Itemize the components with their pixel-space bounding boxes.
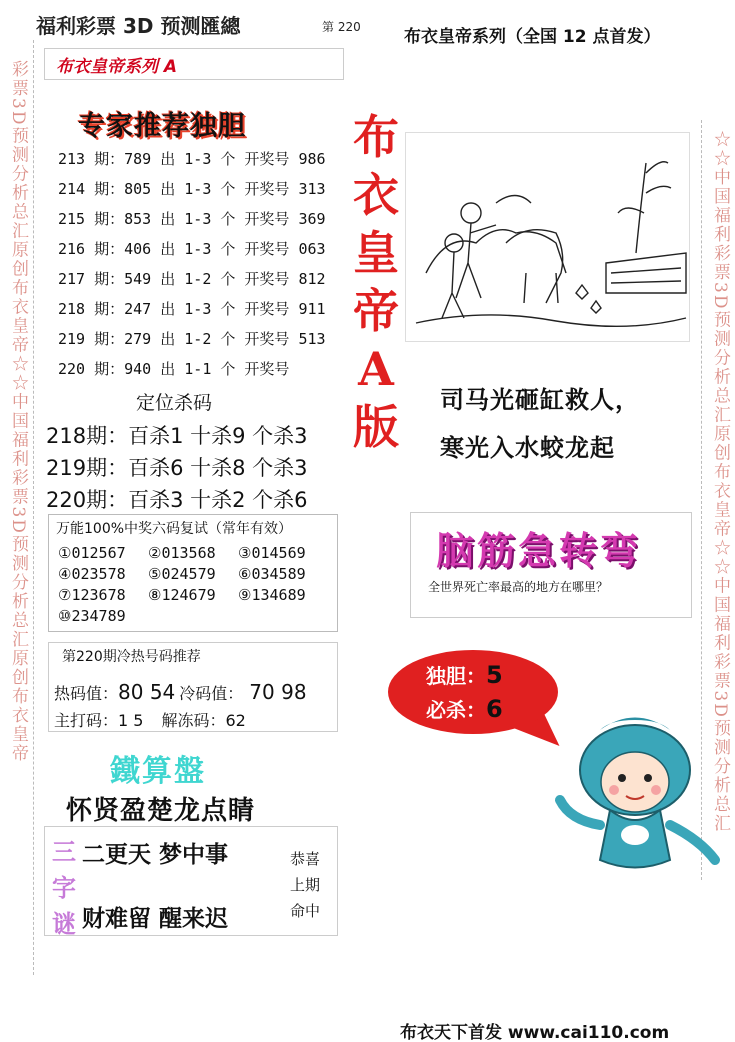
banner-char: 皇: [353, 226, 399, 280]
multi-code-item: ⑥034589: [238, 565, 306, 583]
congrats-text: 命中: [290, 902, 321, 920]
riddle-tag-char: 谜: [52, 910, 76, 938]
hot-label: 热码值：: [54, 684, 119, 703]
list-item: 219 期：279 出 1-2 个 开奖号 513: [58, 330, 326, 348]
position-kill-row: 220期：百杀3 十杀2 个杀6: [46, 488, 308, 512]
poem-line: 寒光入水蛟龙起: [440, 434, 615, 462]
multi-code-item: ⑧124679: [148, 586, 216, 604]
multi-code-item: ⑩234789: [58, 607, 126, 625]
main-code-row: [54, 708, 246, 731]
list-item: 216 期：406 出 1-3 个 开奖号 063: [58, 240, 326, 258]
multi-code-item: ⑦123678: [58, 586, 126, 604]
congrats-text: 恭喜: [290, 850, 321, 868]
list-item: 218 期：247 出 1-3 个 开奖号 911: [58, 300, 326, 318]
dan-value: 5: [486, 661, 503, 689]
hot-cold-row: [54, 680, 307, 704]
list-item: 220 期：940 出 1-1 个 开奖号: [58, 360, 290, 378]
multi-code-item: ⑤024579: [148, 565, 216, 583]
cold-label: 冷码值：: [179, 684, 244, 703]
position-kill-title: 定位杀码: [136, 392, 213, 414]
unfreeze-label: 解冻码：: [161, 711, 226, 730]
header-right-text: 布衣皇帝系列（全国 12 点首发）: [404, 27, 661, 44]
multi-code-item: ②013568: [148, 544, 216, 562]
cold-value: 70 98: [249, 680, 307, 704]
mascot-illustration: [540, 700, 730, 890]
banner-char: 帝: [353, 284, 399, 338]
position-kill-row: 219期：百杀6 十杀8 个杀3: [46, 456, 308, 480]
recommendation-list: [58, 148, 348, 388]
left-side-text: 彩票3D预测分析总汇原创布衣皇帝☆☆中国福利彩票3D预测分析总汇原创布衣皇帝: [8, 60, 28, 763]
dan-row: [426, 660, 503, 689]
main-value: 1 5: [118, 711, 144, 730]
congrats-text: 上期: [290, 876, 321, 894]
multi-code-item: ①012567: [58, 544, 126, 562]
list-item: 214 期：805 出 1-3 个 开奖号 313: [58, 180, 326, 198]
list-item: 213 期：789 出 1-3 个 开奖号 986: [58, 150, 326, 168]
kill-row: [426, 694, 503, 723]
hot-value: 80 54: [118, 680, 176, 704]
unfreeze-value: 62: [225, 711, 246, 730]
multi-code-title: 万能100%中奖六码复试（常年有效）: [56, 521, 293, 537]
position-kill-row: 218期：百杀1 十杀9 个杀3: [46, 424, 308, 448]
list-item: 215 期：853 出 1-3 个 开奖号 369: [58, 210, 326, 228]
farmer-ox-illustration: [406, 133, 691, 343]
mascot-icon: [540, 700, 730, 890]
dan-label: 独胆：: [426, 664, 486, 688]
riddle-line: 二更天 梦中事: [82, 842, 229, 868]
brain-teaser-question: 全世界死亡率最高的地方在哪里？: [428, 580, 609, 594]
scene-illustration: [405, 132, 690, 342]
expert-title: 专家推荐独胆: [78, 111, 246, 142]
banner-char: 版: [353, 400, 399, 454]
series-label: 布衣皇帝系列 A: [56, 57, 178, 77]
brain-teaser-title: 脑筋急转弯: [436, 528, 642, 573]
right-side-text: ☆☆中国福利彩票3D预测分析总汇原创布衣皇帝☆☆中国福利彩票3D预测分析总汇: [710, 130, 730, 833]
riddle-tag-char: 字: [52, 874, 76, 902]
riddle-line: 财难留 醒来迟: [82, 906, 229, 932]
multi-code-item: ④023578: [58, 565, 126, 583]
hot-cold-title: 第220期冷热号码推荐: [62, 649, 201, 665]
abacus-title: 鐵算盤: [110, 754, 206, 789]
issue-number: 第 220: [322, 20, 361, 34]
vertical-banner: [346, 108, 406, 456]
list-item: 217 期：549 出 1-2 个 开奖号 812: [58, 270, 326, 288]
main-label: 主打码：: [54, 711, 119, 730]
banner-char: 衣: [353, 168, 399, 222]
kill-value: 6: [486, 695, 503, 723]
left-decorative-strip: [0, 40, 34, 975]
banner-char: A: [358, 342, 394, 396]
poem-line: 司马光砸缸救人，: [440, 386, 640, 414]
riddle-tag-char: 三: [52, 838, 76, 866]
abacus-poem: 怀贤盈楚龙点睛: [66, 796, 256, 826]
multi-code-item: ③014569: [238, 544, 306, 562]
multi-code-item: ⑨134689: [238, 586, 306, 604]
footer-site: 布衣天下首发 www.cai110.com: [400, 1023, 670, 1042]
banner-char: 布: [353, 110, 399, 164]
kill-label: 必杀：: [426, 698, 486, 722]
page-title: 福利彩票 3D 预测匯總: [36, 14, 241, 38]
